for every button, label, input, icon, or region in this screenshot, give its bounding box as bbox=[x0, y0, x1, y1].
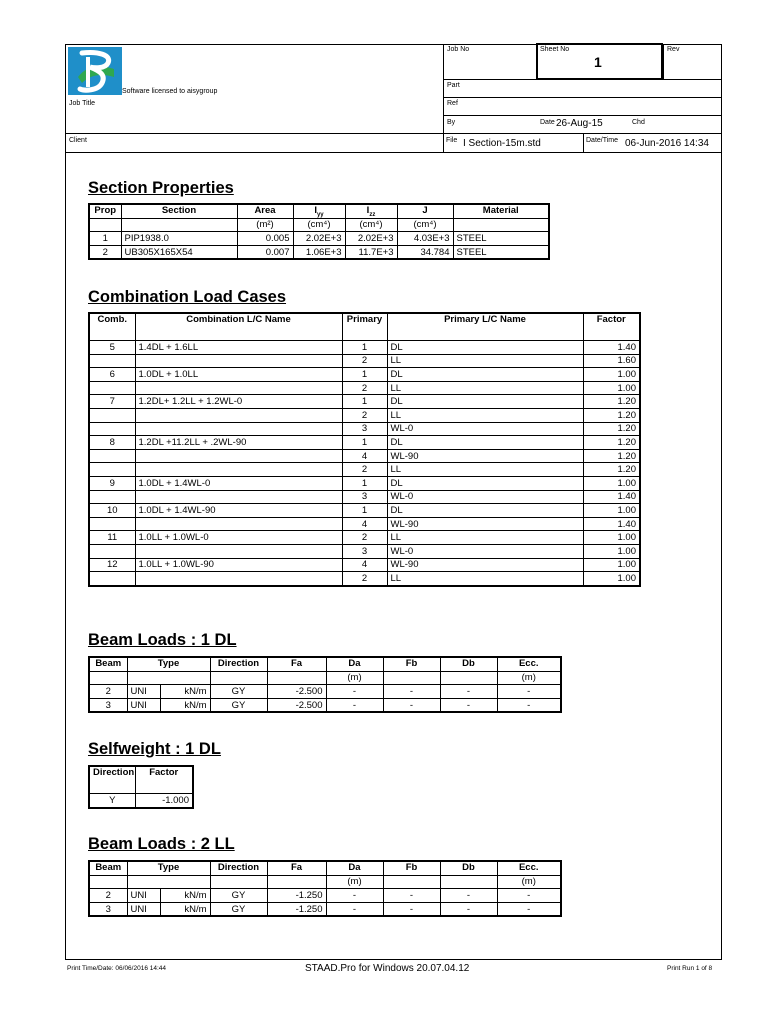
cell bbox=[135, 544, 342, 558]
cell: DL bbox=[387, 436, 583, 450]
cell: 3 bbox=[89, 902, 127, 916]
cell: 2 bbox=[89, 889, 127, 903]
cell: 2 bbox=[342, 463, 387, 477]
by-label: By bbox=[447, 119, 456, 126]
date-label: Date bbox=[540, 119, 555, 126]
job-no-label: Job No bbox=[447, 46, 470, 53]
date-value: 26-Aug-15 bbox=[556, 118, 603, 129]
cell: 1.40 bbox=[583, 341, 640, 355]
cell: LL bbox=[387, 463, 583, 477]
cell bbox=[89, 422, 135, 436]
cell: 1.0LL + 1.0WL-0 bbox=[135, 531, 342, 545]
cell bbox=[135, 381, 342, 395]
col-header: Beam bbox=[89, 861, 127, 875]
client-label: Client bbox=[69, 137, 87, 144]
unit-cell: (m) bbox=[497, 671, 561, 685]
cell bbox=[135, 517, 342, 531]
col-header: Type bbox=[127, 657, 210, 671]
cell: 1.2DL+ 1.2LL + 1.2WL-0 bbox=[135, 395, 342, 409]
table-row bbox=[89, 902, 561, 916]
unit-cell bbox=[383, 875, 440, 889]
cell bbox=[89, 408, 135, 422]
cell: 9 bbox=[89, 476, 135, 490]
cell: 2 bbox=[342, 408, 387, 422]
cell bbox=[89, 544, 135, 558]
cell: LL bbox=[387, 381, 583, 395]
cell: GY bbox=[210, 685, 267, 699]
cell: 1.0DL + 1.0LL bbox=[135, 368, 342, 382]
cell: 1 bbox=[342, 476, 387, 490]
col-header: Ecc. bbox=[497, 657, 561, 671]
cell: 1.00 bbox=[583, 558, 640, 572]
table-row bbox=[89, 381, 640, 395]
col-header: Fa bbox=[267, 861, 326, 875]
rev-label: Rev bbox=[667, 46, 680, 53]
cell: - bbox=[440, 902, 497, 916]
cell: Y bbox=[89, 794, 135, 808]
cell: DL bbox=[387, 368, 583, 382]
cell: UNI bbox=[127, 698, 160, 712]
col-header: Beam bbox=[89, 657, 127, 671]
unit-cell: (m) bbox=[326, 671, 383, 685]
table-row bbox=[89, 449, 640, 463]
beam-loads-ll-title: Beam Loads : 2 LL bbox=[88, 835, 235, 853]
table-row bbox=[89, 698, 561, 712]
table-row bbox=[89, 232, 549, 246]
col-header: Da bbox=[326, 657, 383, 671]
table-units-row bbox=[89, 218, 549, 232]
col-header: Db bbox=[440, 861, 497, 875]
cell: 1 bbox=[342, 504, 387, 518]
cell: 1 bbox=[342, 368, 387, 382]
cell: 5 bbox=[89, 341, 135, 355]
unit-cell bbox=[127, 875, 210, 889]
header-divider bbox=[663, 44, 664, 79]
unit-cell bbox=[121, 218, 237, 232]
table-row bbox=[89, 395, 640, 409]
header-divider bbox=[65, 133, 722, 134]
cell: - bbox=[383, 889, 440, 903]
table-header-row bbox=[89, 204, 549, 218]
table-row bbox=[89, 490, 640, 504]
unit-cell: (m) bbox=[326, 875, 383, 889]
cell: 3 bbox=[342, 490, 387, 504]
unit-cell: (cm⁴) bbox=[345, 218, 397, 232]
cell: GY bbox=[210, 902, 267, 916]
cell bbox=[135, 490, 342, 504]
cell: kN/m bbox=[160, 902, 210, 916]
table-row bbox=[89, 408, 640, 422]
table-header-row bbox=[89, 313, 640, 341]
cell: 1.00 bbox=[583, 381, 640, 395]
cell: 1.20 bbox=[583, 408, 640, 422]
cell bbox=[135, 422, 342, 436]
file-label: File bbox=[446, 137, 458, 144]
table-row bbox=[89, 889, 561, 903]
unit-cell: (m) bbox=[497, 875, 561, 889]
unit-cell bbox=[89, 671, 127, 685]
cell: - bbox=[326, 698, 383, 712]
col-header: Db bbox=[440, 657, 497, 671]
cell: WL-90 bbox=[387, 449, 583, 463]
col-header: Primary L/C Name bbox=[387, 313, 583, 341]
cell: 1.20 bbox=[583, 436, 640, 450]
cell: - bbox=[440, 889, 497, 903]
cell: STEEL bbox=[453, 232, 549, 246]
col-header: Fb bbox=[383, 861, 440, 875]
cell: 2.02E+3 bbox=[345, 232, 397, 246]
cell bbox=[135, 449, 342, 463]
unit-cell bbox=[267, 671, 326, 685]
selfweight-table bbox=[88, 765, 194, 809]
cell: 1.2DL +11.2LL + .2WL-90 bbox=[135, 436, 342, 450]
cell: 1.20 bbox=[583, 422, 640, 436]
beam-loads-ll-table bbox=[88, 860, 562, 917]
cell bbox=[89, 449, 135, 463]
license-text: Software licensed to aisygroup bbox=[122, 88, 218, 95]
cell: 4 bbox=[342, 449, 387, 463]
col-header: Comb. bbox=[89, 313, 135, 341]
unit-cell bbox=[267, 875, 326, 889]
combination-load-cases-title: Combination Load Cases bbox=[88, 288, 287, 306]
job-title-label: Job Title bbox=[69, 100, 96, 107]
cell: 1.0LL + 1.0WL-90 bbox=[135, 558, 342, 572]
cell: - bbox=[326, 902, 383, 916]
cell: - bbox=[440, 685, 497, 699]
part-label: Part bbox=[447, 82, 460, 89]
cell: UB305X165X54 bbox=[121, 245, 237, 259]
cell: -1.250 bbox=[267, 889, 326, 903]
table-units-row bbox=[89, 875, 561, 889]
cell: 1.06E+3 bbox=[293, 245, 345, 259]
table-row bbox=[89, 463, 640, 477]
cell: LL bbox=[387, 354, 583, 368]
cell: - bbox=[326, 685, 383, 699]
col-header: Direction bbox=[89, 766, 135, 794]
cell: 8 bbox=[89, 436, 135, 450]
cell bbox=[89, 354, 135, 368]
header-divider bbox=[443, 115, 722, 116]
cell: - bbox=[383, 698, 440, 712]
cell: 11 bbox=[89, 531, 135, 545]
cell: WL-0 bbox=[387, 422, 583, 436]
cell: 1.0DL + 1.4WL-0 bbox=[135, 476, 342, 490]
cell bbox=[89, 572, 135, 586]
table-row bbox=[89, 544, 640, 558]
cell: 1.00 bbox=[583, 572, 640, 586]
cell: 12 bbox=[89, 558, 135, 572]
cell bbox=[135, 354, 342, 368]
cell bbox=[135, 572, 342, 586]
col-header: $I_{yy}$ bbox=[293, 204, 345, 218]
col-header: Section bbox=[121, 204, 237, 218]
table-row bbox=[89, 794, 193, 808]
cell: - bbox=[383, 902, 440, 916]
cell: - bbox=[440, 698, 497, 712]
unit-cell bbox=[89, 875, 127, 889]
table-header-row bbox=[89, 861, 561, 875]
cell: 1.00 bbox=[583, 504, 640, 518]
cell: 0.005 bbox=[237, 232, 293, 246]
col-header: Direction bbox=[210, 657, 267, 671]
table-row bbox=[89, 504, 640, 518]
cell: DL bbox=[387, 341, 583, 355]
cell: - bbox=[497, 889, 561, 903]
col-header: J bbox=[397, 204, 453, 218]
cell: 0.007 bbox=[237, 245, 293, 259]
col-header: Prop bbox=[89, 204, 121, 218]
unit-cell bbox=[383, 671, 440, 685]
section-properties-title: Section Properties bbox=[88, 179, 234, 197]
cell: 1 bbox=[342, 436, 387, 450]
cell: 3 bbox=[342, 422, 387, 436]
combination-load-cases-table bbox=[88, 312, 641, 587]
datetime-label: Date/Time bbox=[586, 137, 619, 144]
col-header-sub: zz bbox=[369, 211, 376, 218]
table-row bbox=[89, 341, 640, 355]
table-row bbox=[89, 558, 640, 572]
cell: - bbox=[497, 698, 561, 712]
cell: UNI bbox=[127, 685, 160, 699]
header-divider bbox=[443, 44, 444, 152]
cell: -1.000 bbox=[135, 794, 193, 808]
ref-label: Ref bbox=[447, 100, 458, 107]
cell: 1 bbox=[89, 232, 121, 246]
cell: 2 bbox=[89, 685, 127, 699]
cell: 34.784 bbox=[397, 245, 453, 259]
cell: - bbox=[326, 889, 383, 903]
col-header: Da bbox=[326, 861, 383, 875]
cell: 2 bbox=[342, 354, 387, 368]
col-header: Fa bbox=[267, 657, 326, 671]
col-header: Factor bbox=[135, 766, 193, 794]
unit-cell bbox=[89, 218, 121, 232]
cell: WL-0 bbox=[387, 490, 583, 504]
cell: - bbox=[497, 685, 561, 699]
cell bbox=[89, 517, 135, 531]
cell: 1.40 bbox=[583, 517, 640, 531]
table-row bbox=[89, 368, 640, 382]
cell: 1.20 bbox=[583, 463, 640, 477]
cell: 1.00 bbox=[583, 476, 640, 490]
cell: -2.500 bbox=[267, 698, 326, 712]
col-header: Combination L/C Name bbox=[135, 313, 342, 341]
cell: WL-0 bbox=[387, 544, 583, 558]
cell: 1.00 bbox=[583, 368, 640, 382]
unit-cell bbox=[440, 875, 497, 889]
header-divider bbox=[443, 97, 722, 98]
unit-cell bbox=[127, 671, 210, 685]
sheet-no-value: 1 bbox=[594, 54, 602, 70]
cell: WL-90 bbox=[387, 558, 583, 572]
cell: 2 bbox=[89, 245, 121, 259]
footer-program: STAAD.Pro for Windows 20.07.04.12 bbox=[305, 963, 470, 974]
unit-cell bbox=[210, 671, 267, 685]
unit-cell bbox=[440, 671, 497, 685]
col-header: Area bbox=[237, 204, 293, 218]
file-value: I Section-15m.std bbox=[463, 138, 541, 149]
col-header: Fb bbox=[383, 657, 440, 671]
cell: 2.02E+3 bbox=[293, 232, 345, 246]
footer-print-time: Print Time/Date: 06/06/2016 14:44 bbox=[67, 965, 167, 972]
col-header: Primary bbox=[342, 313, 387, 341]
cell: LL bbox=[387, 572, 583, 586]
cell: 4 bbox=[342, 517, 387, 531]
cell bbox=[89, 463, 135, 477]
table-row bbox=[89, 572, 640, 586]
unit-cell bbox=[453, 218, 549, 232]
cell bbox=[135, 463, 342, 477]
table-row bbox=[89, 685, 561, 699]
col-header: $I_{zz}$ bbox=[345, 204, 397, 218]
footer-print-run: Print Run 1 of 8 bbox=[667, 965, 713, 972]
cell: PIP1938.0 bbox=[121, 232, 237, 246]
cell: 2 bbox=[342, 381, 387, 395]
cell: 11.7E+3 bbox=[345, 245, 397, 259]
selfweight-title: Selfweight : 1 DL bbox=[88, 740, 221, 758]
cell: 1.60 bbox=[583, 354, 640, 368]
table-header-row bbox=[89, 657, 561, 671]
cell: 1.0DL + 1.4WL-90 bbox=[135, 504, 342, 518]
cell bbox=[89, 490, 135, 504]
table-header-row bbox=[89, 766, 193, 794]
col-header: Ecc. bbox=[497, 861, 561, 875]
table-row bbox=[89, 436, 640, 450]
cell: DL bbox=[387, 504, 583, 518]
header-divider bbox=[583, 133, 584, 152]
cell: 3 bbox=[342, 544, 387, 558]
cell bbox=[135, 408, 342, 422]
cell: kN/m bbox=[160, 698, 210, 712]
cell bbox=[89, 381, 135, 395]
cell: 1.20 bbox=[583, 395, 640, 409]
cell: GY bbox=[210, 889, 267, 903]
table-units-row bbox=[89, 671, 561, 685]
col-header: Type bbox=[127, 861, 210, 875]
header-divider bbox=[65, 152, 722, 153]
cell: 3 bbox=[89, 698, 127, 712]
cell: - bbox=[383, 685, 440, 699]
unit-cell: (cm⁴) bbox=[293, 218, 345, 232]
datetime-value: 06-Jun-2016 14:34 bbox=[625, 138, 709, 149]
company-logo bbox=[68, 47, 122, 95]
cell: UNI bbox=[127, 889, 160, 903]
cell: 1 bbox=[342, 341, 387, 355]
cell: 1.00 bbox=[583, 544, 640, 558]
cell: GY bbox=[210, 698, 267, 712]
beam-loads-dl-title: Beam Loads : 1 DL bbox=[88, 631, 237, 649]
table-row bbox=[89, 476, 640, 490]
cell: STEEL bbox=[453, 245, 549, 259]
cell: 1.20 bbox=[583, 449, 640, 463]
cell: 7 bbox=[89, 395, 135, 409]
cell: kN/m bbox=[160, 685, 210, 699]
col-header: Factor bbox=[583, 313, 640, 341]
chd-label: Chd bbox=[632, 119, 645, 126]
cell: LL bbox=[387, 531, 583, 545]
cell: WL-90 bbox=[387, 517, 583, 531]
cell: 6 bbox=[89, 368, 135, 382]
cell: 1.4DL + 1.6LL bbox=[135, 341, 342, 355]
cell: 1.00 bbox=[583, 531, 640, 545]
cell: UNI bbox=[127, 902, 160, 916]
cell: 10 bbox=[89, 504, 135, 518]
table-row bbox=[89, 245, 549, 259]
cell: -2.500 bbox=[267, 685, 326, 699]
col-header: Direction bbox=[210, 861, 267, 875]
table-row bbox=[89, 354, 640, 368]
unit-cell: (cm⁴) bbox=[397, 218, 453, 232]
table-row bbox=[89, 422, 640, 436]
cell: LL bbox=[387, 408, 583, 422]
cell: DL bbox=[387, 395, 583, 409]
cell: DL bbox=[387, 476, 583, 490]
col-header-sub: yy bbox=[316, 211, 324, 218]
unit-cell: (m²) bbox=[237, 218, 293, 232]
cell: 4.03E+3 bbox=[397, 232, 453, 246]
table-row bbox=[89, 531, 640, 545]
table-row bbox=[89, 517, 640, 531]
cell: -1.250 bbox=[267, 902, 326, 916]
cell: - bbox=[497, 902, 561, 916]
cell: 2 bbox=[342, 572, 387, 586]
col-header: Material bbox=[453, 204, 549, 218]
cell: 2 bbox=[342, 531, 387, 545]
sheet-no-label: Sheet No bbox=[540, 46, 570, 53]
cell: kN/m bbox=[160, 889, 210, 903]
cell: 1 bbox=[342, 395, 387, 409]
section-properties-table bbox=[88, 203, 550, 260]
cell: 1.40 bbox=[583, 490, 640, 504]
beam-loads-dl-table bbox=[88, 656, 562, 713]
cell: 4 bbox=[342, 558, 387, 572]
unit-cell bbox=[210, 875, 267, 889]
